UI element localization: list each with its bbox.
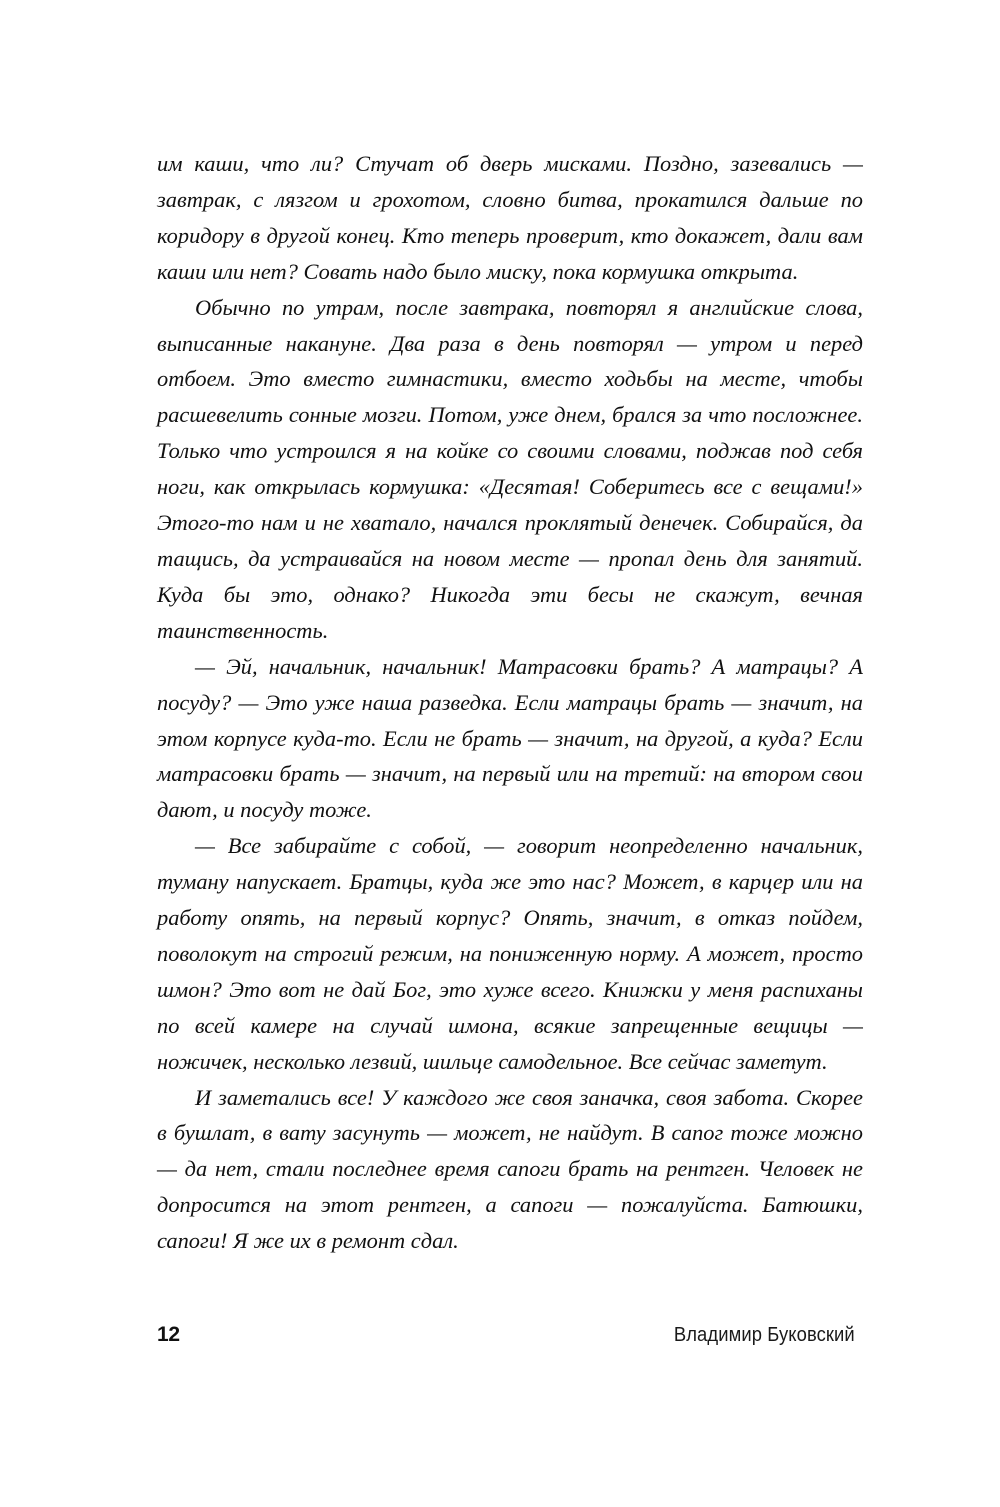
paragraph: И заметались все! У каждого же своя заначка, своя забота. Скорее в бушлат, в вату засунуть — может, не найдут. В сапог тоже можно — да нет, стали последнее время сапоги брать на рентген. Человек не допросится на этот рентген, а сапоги — пожалуйста. Батюшки, сапоги! Я же их в ремонт сдал. (157, 1084, 863, 1254)
page-footer (157, 1322, 863, 1356)
running-head-author: Владимир Буковский (674, 1324, 856, 1346)
paragraph: — Все забирайте с собой, — говорит неопределенно начальник, туману напускает. Братцы, куда же это нас? Может, в карцер или на работу опять, на первый корпус? Опять, значит, в отказ пойдем, поволокут на строгий режим, на пониженную норму. А может, просто шмон? Это вот не дай Бог, это хуже всего. Книжки у меня распиханы по всей камере на случай шмона, всякие запрещенные вещицы — ножичек, несколько лезвий, шильце самодельное. Все сейчас заметут. (157, 833, 863, 1074)
paragraph: им каши, что ли? Стучат об дверь мисками. Поздно, зазевались — завтрак, с лязгом и грохотом, словно битва, прокатился дальше по коридору в другой конец. Кто теперь проверит, кто докажет, дали вам каши или нет? Совать надо было миску, пока кормушка открыта. (157, 151, 863, 284)
paragraph: — Эй, начальник, начальник! Матрасовки брать? А матрацы? А посуду? — Это уже наша разведка. Если матрацы брать — значит, на этом корпусе куда-то. Если не брать — значит, на другой, а куда? Если матрасовки брать — значит, на первый или на третий: на втором свои дают, и посуду тоже. (157, 653, 863, 823)
page-text-block (157, 146, 863, 1259)
paragraph: Обычно по утрам, после завтрака, повторял я английские слова, выписанные накануне. Два раза в день повторял — утром и перед отбоем. Это вместо гимнастики, вместо ходьбы на месте, чтобы расшевелить сонные мозги. Потом, уже днем, брался за что посложнее. Только что устроился я на койке со своими словами, поджав под себя ноги, как открылась кормушка: «Десятая! Соберитесь все с вещами!» Этого-то нам и не хватало, начался проклятый денечек. Собирайся, да тащись, да устраивайся на новом месте — пропал день для занятий. Куда бы это, однако? Никогда эти бесы не скажут, вечная таинственность. (157, 294, 863, 643)
page-number: 12 (157, 1323, 180, 1346)
